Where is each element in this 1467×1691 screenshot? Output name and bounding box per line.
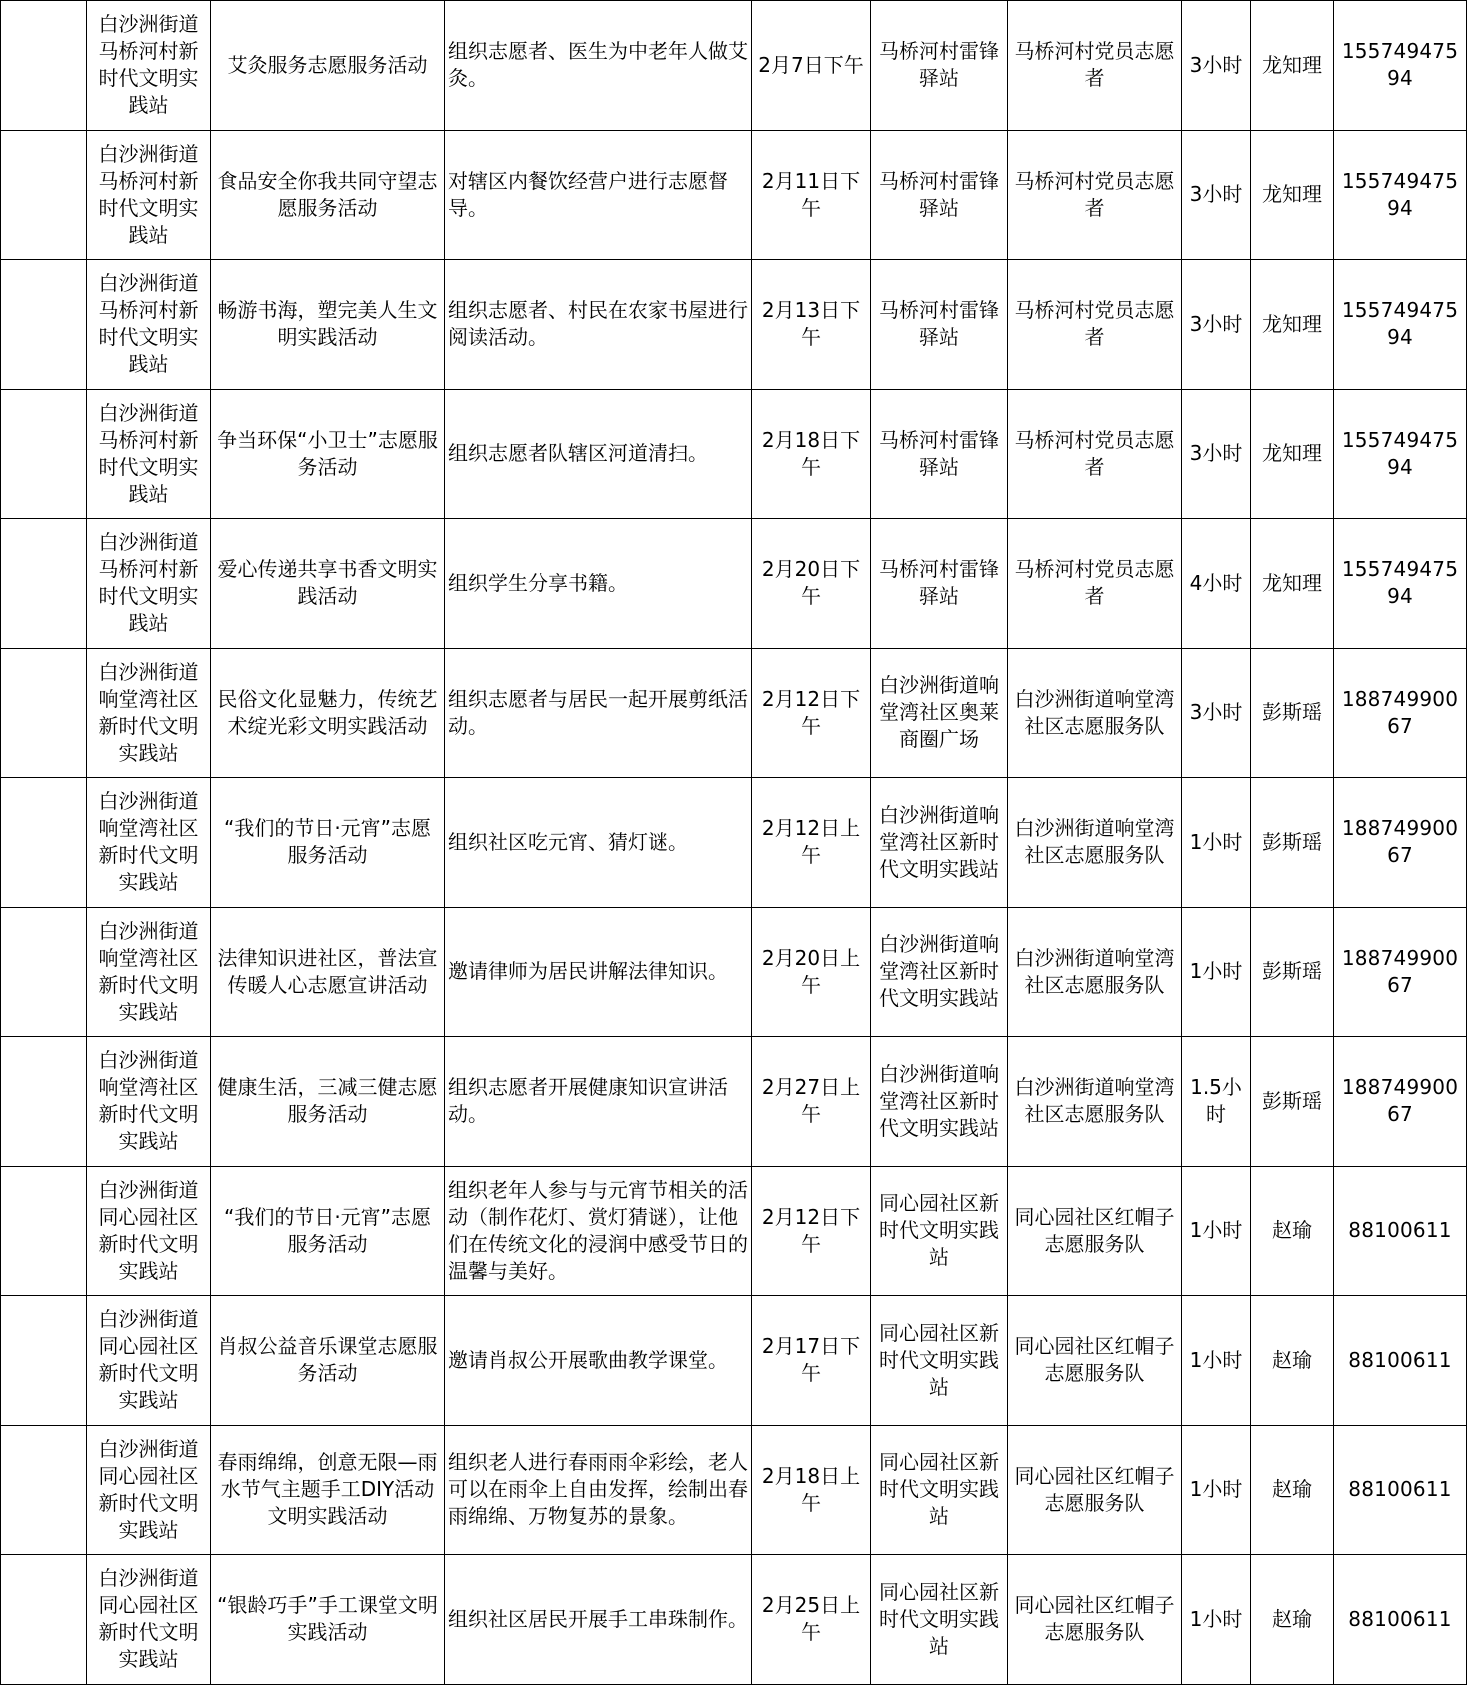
- activity-time-cell: 2月12日下午: [752, 648, 871, 778]
- duration-cell: 1小时: [1182, 1166, 1251, 1296]
- activity-time-cell: 2月18日上午: [752, 1425, 871, 1555]
- row-margin-cell: [1, 1166, 87, 1296]
- row-margin-cell: [1, 648, 87, 778]
- activity-time-cell: 2月12日上午: [752, 778, 871, 908]
- volunteer-team-cell: 白沙洲街道响堂湾社区志愿服务队: [1008, 648, 1182, 778]
- contact-phone-cell: 88100611: [1334, 1425, 1467, 1555]
- activity-content-cell: 组织志愿者、村民在农家书屋进行阅读活动。: [445, 260, 752, 390]
- station-cell: 白沙洲街道响堂湾社区新时代文明实践站: [87, 648, 211, 778]
- duration-cell: 4小时: [1182, 519, 1251, 649]
- duration-cell: 1小时: [1182, 907, 1251, 1037]
- contact-person-cell: 彭斯瑶: [1251, 907, 1334, 1037]
- activity-name-cell: 民俗文化显魅力，传统艺术绽光彩文明实践活动: [211, 648, 445, 778]
- activity-location-cell: 同心园社区新时代文明实践站: [871, 1555, 1008, 1685]
- contact-phone-cell: 88100611: [1334, 1166, 1467, 1296]
- table-row: [1, 1425, 1467, 1555]
- table-row: [1, 519, 1467, 649]
- activity-content-cell: 对辖区内餐饮经营户进行志愿督导。: [445, 130, 752, 260]
- activity-location-cell: 马桥河村雷锋驿站: [871, 519, 1008, 649]
- activity-content-cell: 组织社区居民开展手工串珠制作。: [445, 1555, 752, 1685]
- activity-content-cell: 组织志愿者、医生为中老年人做艾灸。: [445, 1, 752, 131]
- row-margin-cell: [1, 907, 87, 1037]
- row-margin-cell: [1, 1296, 87, 1426]
- contact-phone-cell: 15574947594: [1334, 260, 1467, 390]
- table-row: [1, 389, 1467, 519]
- contact-person-cell: 赵瑜: [1251, 1296, 1334, 1426]
- duration-cell: 1小时: [1182, 1555, 1251, 1685]
- contact-phone-cell: 18874990067: [1334, 778, 1467, 908]
- activity-location-cell: 马桥河村雷锋驿站: [871, 389, 1008, 519]
- activity-content-cell: 邀请肖叔公开展歌曲教学课堂。: [445, 1296, 752, 1426]
- table-row: [1, 130, 1467, 260]
- volunteer-team-cell: 马桥河村党员志愿者: [1008, 1, 1182, 131]
- row-margin-cell: [1, 1425, 87, 1555]
- activity-time-cell: 2月18日下午: [752, 389, 871, 519]
- row-margin-cell: [1, 519, 87, 649]
- row-margin-cell: [1, 260, 87, 390]
- duration-cell: 1小时: [1182, 1296, 1251, 1426]
- activity-location-cell: 白沙洲街道响堂湾社区奥莱商圈广场: [871, 648, 1008, 778]
- activity-location-cell: 白沙洲街道响堂湾社区新时代文明实践站: [871, 1037, 1008, 1167]
- table-row: [1, 1166, 1467, 1296]
- contact-phone-cell: 88100611: [1334, 1296, 1467, 1426]
- duration-cell: 3小时: [1182, 260, 1251, 390]
- volunteer-team-cell: 白沙洲街道响堂湾社区志愿服务队: [1008, 907, 1182, 1037]
- activity-name-cell: 春雨绵绵，创意无限—雨水节气主题手工DIY活动文明实践活动: [211, 1425, 445, 1555]
- table-row: [1, 778, 1467, 908]
- row-margin-cell: [1, 130, 87, 260]
- contact-person-cell: 赵瑜: [1251, 1166, 1334, 1296]
- row-margin-cell: [1, 389, 87, 519]
- volunteer-team-cell: 马桥河村党员志愿者: [1008, 519, 1182, 649]
- activity-name-cell: “我们的节日·元宵”志愿服务活动: [211, 778, 445, 908]
- contact-phone-cell: 15574947594: [1334, 130, 1467, 260]
- station-cell: 白沙洲街道响堂湾社区新时代文明实践站: [87, 778, 211, 908]
- table-row: [1, 1555, 1467, 1685]
- activity-location-cell: 同心园社区新时代文明实践站: [871, 1425, 1008, 1555]
- activity-time-cell: 2月20日下午: [752, 519, 871, 649]
- contact-person-cell: 赵瑜: [1251, 1425, 1334, 1555]
- row-margin-cell: [1, 778, 87, 908]
- activity-name-cell: “我们的节日·元宵”志愿服务活动: [211, 1166, 445, 1296]
- contact-phone-cell: 15574947594: [1334, 389, 1467, 519]
- contact-phone-cell: 88100611: [1334, 1555, 1467, 1685]
- activity-name-cell: 争当环保“小卫士”志愿服务活动: [211, 389, 445, 519]
- activity-time-cell: 2月11日下午: [752, 130, 871, 260]
- duration-cell: 1小时: [1182, 1425, 1251, 1555]
- activity-content-cell: 组织志愿者与居民一起开展剪纸活动。: [445, 648, 752, 778]
- duration-cell: 1.5小时: [1182, 1037, 1251, 1167]
- activity-name-cell: 食品安全你我共同守望志愿服务活动: [211, 130, 445, 260]
- table-row: [1, 1, 1467, 131]
- duration-cell: 3小时: [1182, 389, 1251, 519]
- activity-location-cell: 白沙洲街道响堂湾社区新时代文明实践站: [871, 907, 1008, 1037]
- volunteer-team-cell: 同心园社区红帽子志愿服务队: [1008, 1296, 1182, 1426]
- activity-name-cell: 爱心传递共享书香文明实践活动: [211, 519, 445, 649]
- station-cell: 白沙洲街道马桥河村新时代文明实践站: [87, 130, 211, 260]
- activity-location-cell: 同心园社区新时代文明实践站: [871, 1296, 1008, 1426]
- activity-content-cell: 组织志愿者队辖区河道清扫。: [445, 389, 752, 519]
- volunteer-team-cell: 同心园社区红帽子志愿服务队: [1008, 1166, 1182, 1296]
- contact-phone-cell: 18874990067: [1334, 1037, 1467, 1167]
- table-row: [1, 648, 1467, 778]
- activity-name-cell: 法律知识进社区，普法宣传暖人心志愿宣讲活动: [211, 907, 445, 1037]
- activity-location-cell: 马桥河村雷锋驿站: [871, 1, 1008, 131]
- volunteer-team-cell: 马桥河村党员志愿者: [1008, 260, 1182, 390]
- station-cell: 白沙洲街道同心园社区新时代文明实践站: [87, 1555, 211, 1685]
- table-row: [1, 1037, 1467, 1167]
- contact-phone-cell: 18874990067: [1334, 907, 1467, 1037]
- row-margin-cell: [1, 1555, 87, 1685]
- activity-name-cell: “银龄巧手”手工课堂文明实践活动: [211, 1555, 445, 1685]
- activity-content-cell: 组织学生分享书籍。: [445, 519, 752, 649]
- contact-person-cell: 龙知理: [1251, 1, 1334, 131]
- station-cell: 白沙洲街道马桥河村新时代文明实践站: [87, 1, 211, 131]
- volunteer-team-cell: 同心园社区红帽子志愿服务队: [1008, 1555, 1182, 1685]
- activity-time-cell: 2月13日下午: [752, 260, 871, 390]
- activity-time-cell: 2月17日下午: [752, 1296, 871, 1426]
- volunteer-team-cell: 马桥河村党员志愿者: [1008, 130, 1182, 260]
- row-margin-cell: [1, 1, 87, 131]
- contact-person-cell: 龙知理: [1251, 260, 1334, 390]
- station-cell: 白沙洲街道马桥河村新时代文明实践站: [87, 519, 211, 649]
- activity-content-cell: 组织老年人参与与元宵节相关的活动（制作花灯、赏灯猜谜），让他们在传统文化的浸润中感受节日的温馨与美好。: [445, 1166, 752, 1296]
- contact-person-cell: 龙知理: [1251, 389, 1334, 519]
- station-cell: 白沙洲街道响堂湾社区新时代文明实践站: [87, 1037, 211, 1167]
- contact-person-cell: 龙知理: [1251, 519, 1334, 649]
- contact-person-cell: 彭斯瑶: [1251, 648, 1334, 778]
- activity-location-cell: 马桥河村雷锋驿站: [871, 260, 1008, 390]
- activity-content-cell: 邀请律师为居民讲解法律知识。: [445, 907, 752, 1037]
- contact-phone-cell: 15574947594: [1334, 1, 1467, 131]
- table-row: [1, 1296, 1467, 1426]
- station-cell: 白沙洲街道马桥河村新时代文明实践站: [87, 389, 211, 519]
- activity-name-cell: 健康生活，三减三健志愿服务活动: [211, 1037, 445, 1167]
- activity-name-cell: 艾灸服务志愿服务活动: [211, 1, 445, 131]
- duration-cell: 1小时: [1182, 778, 1251, 908]
- station-cell: 白沙洲街道同心园社区新时代文明实践站: [87, 1425, 211, 1555]
- activity-name-cell: 畅游书海，塑完美人生文明实践活动: [211, 260, 445, 390]
- contact-phone-cell: 15574947594: [1334, 519, 1467, 649]
- table-row: [1, 260, 1467, 390]
- duration-cell: 3小时: [1182, 648, 1251, 778]
- table-row: [1, 907, 1467, 1037]
- activity-content-cell: 组织志愿者开展健康知识宣讲活动。: [445, 1037, 752, 1167]
- activity-name-cell: 肖叔公益音乐课堂志愿服务活动: [211, 1296, 445, 1426]
- activity-time-cell: 2月27日上午: [752, 1037, 871, 1167]
- contact-person-cell: 龙知理: [1251, 130, 1334, 260]
- volunteer-team-cell: 白沙洲街道响堂湾社区志愿服务队: [1008, 1037, 1182, 1167]
- activity-location-cell: 马桥河村雷锋驿站: [871, 130, 1008, 260]
- volunteer-team-cell: 白沙洲街道响堂湾社区志愿服务队: [1008, 778, 1182, 908]
- volunteer-team-cell: 同心园社区红帽子志愿服务队: [1008, 1425, 1182, 1555]
- table-body: [1, 1, 1467, 1685]
- station-cell: 白沙洲街道同心园社区新时代文明实践站: [87, 1296, 211, 1426]
- duration-cell: 3小时: [1182, 130, 1251, 260]
- row-margin-cell: [1, 1037, 87, 1167]
- activity-location-cell: 白沙洲街道响堂湾社区新时代文明实践站: [871, 778, 1008, 908]
- station-cell: 白沙洲街道马桥河村新时代文明实践站: [87, 260, 211, 390]
- activity-time-cell: 2月20日上午: [752, 907, 871, 1037]
- activity-time-cell: 2月12日下午: [752, 1166, 871, 1296]
- activity-time-cell: 2月25日上午: [752, 1555, 871, 1685]
- contact-phone-cell: 18874990067: [1334, 648, 1467, 778]
- contact-person-cell: 赵瑜: [1251, 1555, 1334, 1685]
- contact-person-cell: 彭斯瑶: [1251, 1037, 1334, 1167]
- station-cell: 白沙洲街道响堂湾社区新时代文明实践站: [87, 907, 211, 1037]
- activity-content-cell: 组织老人进行春雨雨伞彩绘，老人可以在雨伞上自由发挥，绘制出春雨绵绵、万物复苏的景象。: [445, 1425, 752, 1555]
- contact-person-cell: 彭斯瑶: [1251, 778, 1334, 908]
- activity-time-cell: 2月7日下午: [752, 1, 871, 131]
- station-cell: 白沙洲街道同心园社区新时代文明实践站: [87, 1166, 211, 1296]
- duration-cell: 3小时: [1182, 1, 1251, 131]
- activity-location-cell: 同心园社区新时代文明实践站: [871, 1166, 1008, 1296]
- volunteer-team-cell: 马桥河村党员志愿者: [1008, 389, 1182, 519]
- activity-content-cell: 组织社区吃元宵、猜灯谜。: [445, 778, 752, 908]
